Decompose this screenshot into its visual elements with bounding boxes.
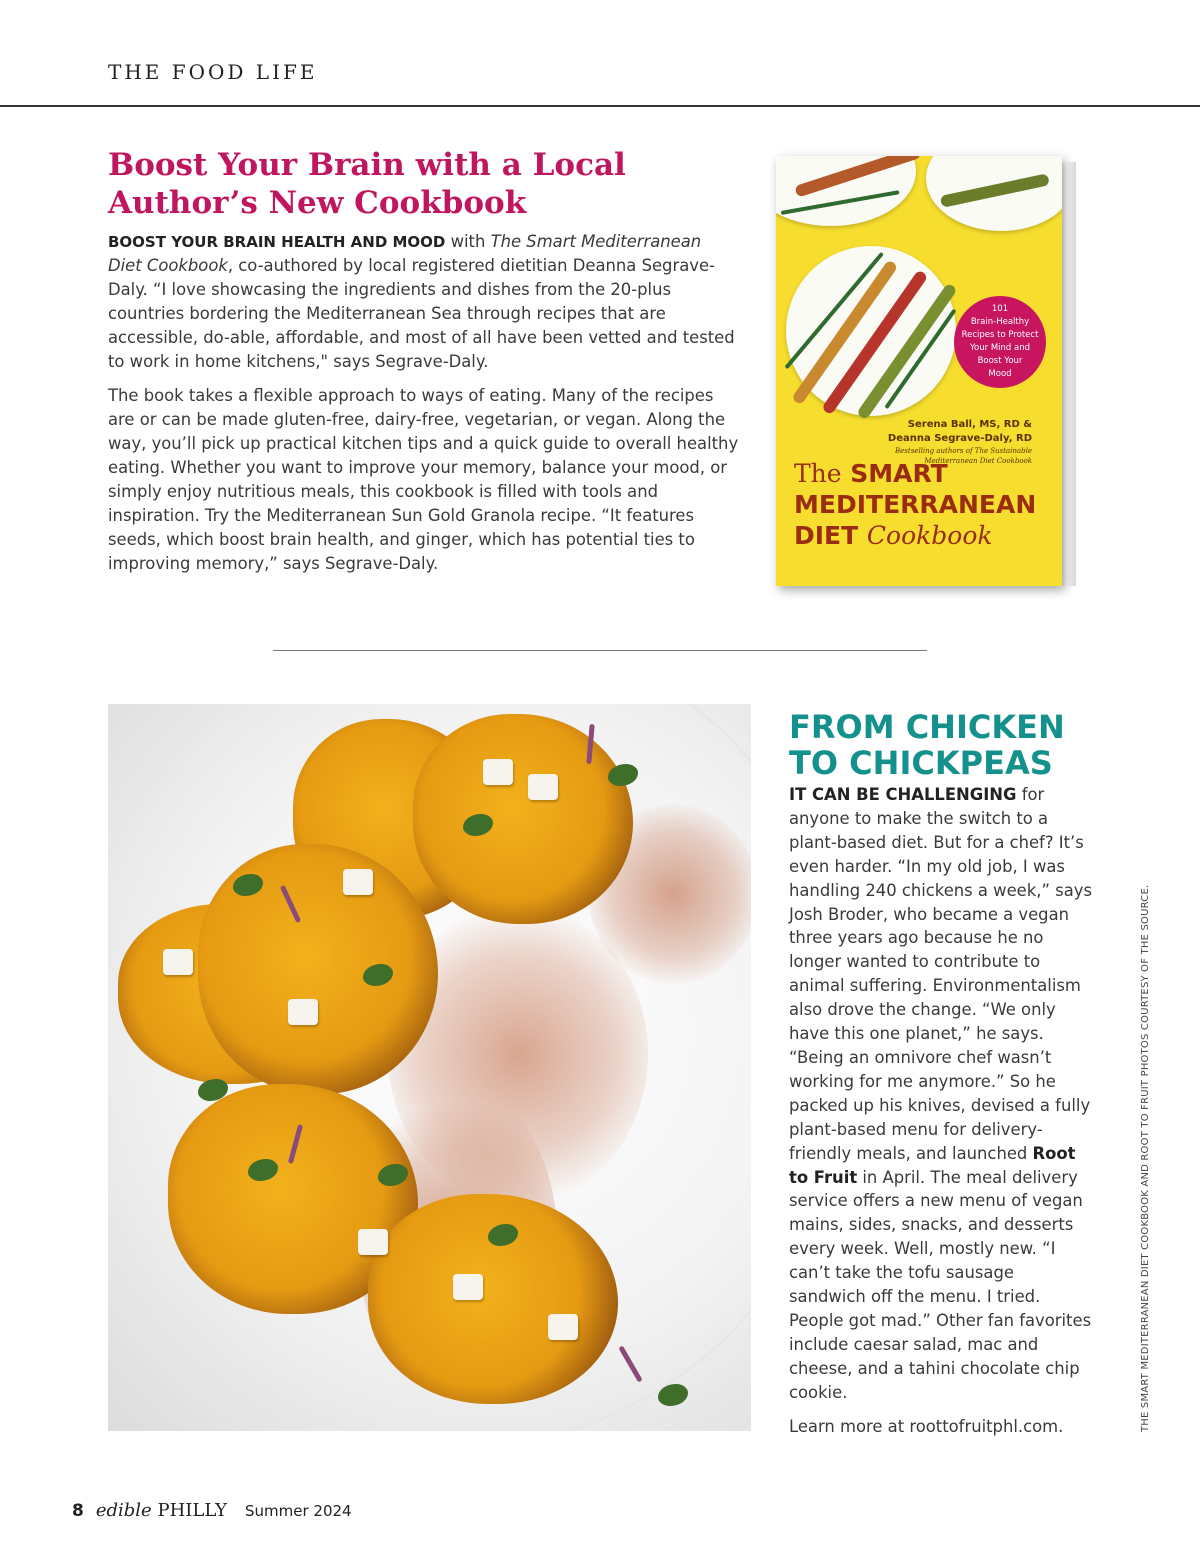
tofu-cube — [163, 949, 193, 975]
section-divider — [273, 650, 927, 651]
cover-note-1: Bestselling authors of The Sustainable — [895, 447, 1032, 455]
roasted-squash — [368, 1194, 618, 1404]
article1-body — [108, 230, 740, 586]
photo-credit: THE SMART MEDITERRANEAN DIET COOKBOOK AND ROOT TO FRUIT PHOTOS COURTESY OF THE SOURCE. — [1140, 884, 1151, 1432]
cover-author-2: Deanna Segrave-Daly, RD — [887, 433, 1032, 444]
book-cover — [776, 156, 1062, 586]
tofu-cube — [453, 1274, 483, 1300]
magazine-name — [96, 1500, 227, 1521]
section-label: THE FOOD LIFE — [108, 60, 318, 84]
cover-title-med: MEDITERRANEAN — [794, 490, 1037, 519]
article1-book-title: The Smart Mediterranean Diet Cookbook — [108, 232, 702, 275]
article2-title — [789, 709, 1119, 781]
article2-title-line-2: TO CHICKPEAS — [789, 744, 1053, 782]
article2-text-a: for anyone to make the switch to a plant-based diet. But for a chef? It’s even harder. “In my old job, I was handling 240 chickens a week,” says Josh Broder, who became a vegan three years ago because he no longer wanted to contribute to animal suffering. Environmentalism also drove the change. “We only have this one planet,” he says. “Being an omnivore chef wasn’t working for me anymore.” So he packed up his knives, devised a fully plant-based menu for delivery-friendly meals, and launched — [789, 785, 1092, 1163]
article2-learn-more: Learn more at roottofruitphl.com. — [789, 1416, 1064, 1436]
tofu-cube — [358, 1229, 388, 1255]
article1-p1-rest: , co-authored by local registered dietitian Deanna Segrave-Daly. “I love showcasing the ingredients and dishes from the 20-plus countries bordering the Mediterranean Sea through recipes that are accessible, do-able, affordable, and most of all have been vetted and tested to work in home kitchens," says Segrave-Daly. — [108, 256, 735, 371]
badge-line: Brain-Healthy — [970, 317, 1030, 327]
article1-paragraph-1 — [108, 230, 740, 374]
tofu-cube — [343, 869, 373, 895]
article2-paragraph-1 — [789, 783, 1094, 1405]
cover-title-the: The — [794, 459, 842, 488]
cover-badge — [954, 296, 1046, 388]
article1-with: with — [445, 232, 491, 251]
article2-title-line-1: FROM CHICKEN — [789, 708, 1065, 746]
badge-line: Mood — [988, 369, 1012, 379]
badge-line: Recipes to Protect — [961, 330, 1039, 340]
article2-body — [789, 783, 1094, 1448]
cover-title-cookbook: Cookbook — [866, 521, 993, 550]
badge-line: 101 — [991, 304, 1009, 314]
tofu-cube — [548, 1314, 578, 1340]
cover-note-2: Mediterranean Diet Cookbook — [924, 457, 1032, 465]
magazine-philly: PHILLY — [157, 1500, 228, 1521]
food-photo — [108, 704, 751, 1431]
article1-lead: BOOST YOUR BRAIN HEALTH AND MOOD — [108, 233, 446, 251]
badge-line: Your Mind and — [969, 343, 1031, 353]
roasted-squash — [413, 714, 633, 924]
tofu-cube — [528, 774, 558, 800]
book-cover-image — [776, 156, 1076, 588]
page-footer — [72, 1500, 352, 1521]
article2-lead: IT CAN BE CHALLENGING — [789, 785, 1017, 804]
cover-title — [794, 458, 1036, 551]
cover-author-1: Serena Ball, MS, RD & — [907, 419, 1032, 430]
article1-title: Boost Your Brain with a Local Author’s New Cookbook — [108, 147, 626, 221]
book-spine — [1060, 162, 1076, 586]
article2-brand: Root to Fruit — [789, 1143, 1076, 1187]
magazine-edible: edible — [95, 1500, 152, 1521]
badge-line: Boost Your — [977, 356, 1023, 366]
issue-date: Summer 2024 — [245, 1502, 352, 1520]
header-rule — [0, 105, 1200, 107]
tofu-cube — [288, 999, 318, 1025]
cover-title-smart: SMART — [850, 459, 948, 488]
article2-text-b: in April. The meal delivery service offers a new menu of vegan mains, sides, snacks, and desserts every week. Well, mostly new. “I can’t take the tofu sausage sandwich off the menu. I tried. People got mad.” Other fan favorites include caesar salad, mac and cheese, and a tahini chocolate chip cookie. — [789, 1167, 1092, 1402]
cover-title-diet: DIET — [794, 521, 859, 550]
article1-paragraph-2: The book takes a flexible approach to ways of eating. Many of the recipes are or can be made gluten-free, dairy-free, vegetarian, or vegan. Along the way, you’ll pick up practical kitchen tips and a quick guide to overall healthy eating. Whether you want to improve your memory, balance your mood, or simply enjoy nutritious meals, this cookbook is filled with tools and inspiration. Try the Mediterranean Sun Gold Granola recipe. “It features seeds, which boost brain health, and ginger, which has potential ties to improving memory,” says Segrave-Daly. — [108, 386, 739, 573]
tofu-cube — [483, 759, 513, 785]
page-number: 8 — [72, 1501, 84, 1521]
